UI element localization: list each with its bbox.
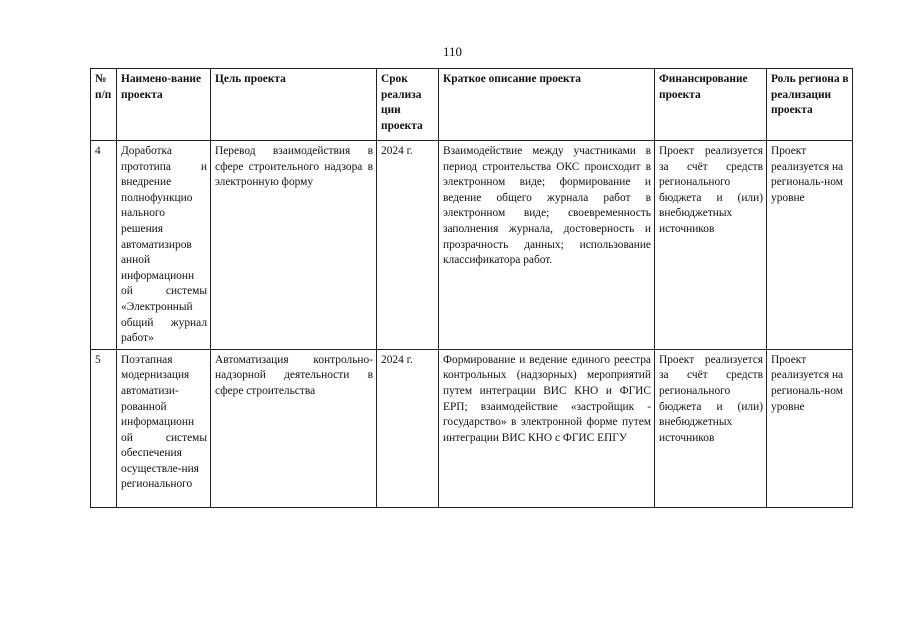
header-project-term: Срок реализа ции проекта bbox=[377, 69, 439, 141]
row-number: 4 bbox=[91, 141, 117, 350]
row-project-description: Взаимодействие между участниками в период строительства ОКС происходит в электронном виде; формирование и ведение общего журнала работ в электронном виде; своевременность заполнения журнала, достоверность и прозрачность данных; использование классификатора работ. bbox=[439, 141, 655, 350]
row-number: 5 bbox=[91, 349, 117, 507]
header-project-financing: Финансирование проекта bbox=[655, 69, 767, 141]
row-region-role: Проект реализуется на региональ-ном уровне bbox=[767, 349, 853, 507]
header-number: № п/п bbox=[91, 69, 117, 141]
projects-table bbox=[90, 68, 853, 508]
table-row bbox=[91, 141, 853, 350]
header-region-role: Роль региона в реализации проекта bbox=[767, 69, 853, 141]
header-project-description: Краткое описание проекта bbox=[439, 69, 655, 141]
page-number: 110 bbox=[442, 44, 463, 59]
row-project-name: Доработка прототипа и внедрение полнофункцио нального решения автоматизиров анной информационн ой системы «Электронный общий журнал работ» bbox=[117, 141, 211, 350]
row-project-name: Поэтапная модернизация автоматизи-рованной информационн ой системы обеспечения осуществле-ния регионального bbox=[117, 349, 211, 507]
table-header-row bbox=[91, 69, 853, 141]
header-project-goal: Цель проекта bbox=[211, 69, 377, 141]
header-project-name: Наимено-вание проекта bbox=[117, 69, 211, 141]
row-project-financing: Проект реализуется за счёт средств регионального бюджета и (или) внебюджетных источников bbox=[655, 141, 767, 350]
row-project-financing: Проект реализуется за счёт средств регионального бюджета и (или) внебюджетных источников bbox=[655, 349, 767, 507]
row-region-role: Проект реализуется на региональ-ном уровне bbox=[767, 141, 853, 350]
row-project-goal: Автоматизация контрольно-надзорной деятельности в сфере строительства bbox=[211, 349, 377, 507]
row-project-description: Формирование и ведение единого реестра контрольных (надзорных) мероприятий путем интеграции ВИС КНО и ФГИС ЕРП; взаимодействие «застройщик - государство» в электронной форме путем интеграции ВИС КНО с ФГИС ЕПГУ bbox=[439, 349, 655, 507]
table-row bbox=[91, 349, 853, 507]
row-project-term: 2024 г. bbox=[377, 141, 439, 350]
row-project-goal: Перевод взаимодействия в сфере строительного надзора в электронную форму bbox=[211, 141, 377, 350]
row-project-term: 2024 г. bbox=[377, 349, 439, 507]
